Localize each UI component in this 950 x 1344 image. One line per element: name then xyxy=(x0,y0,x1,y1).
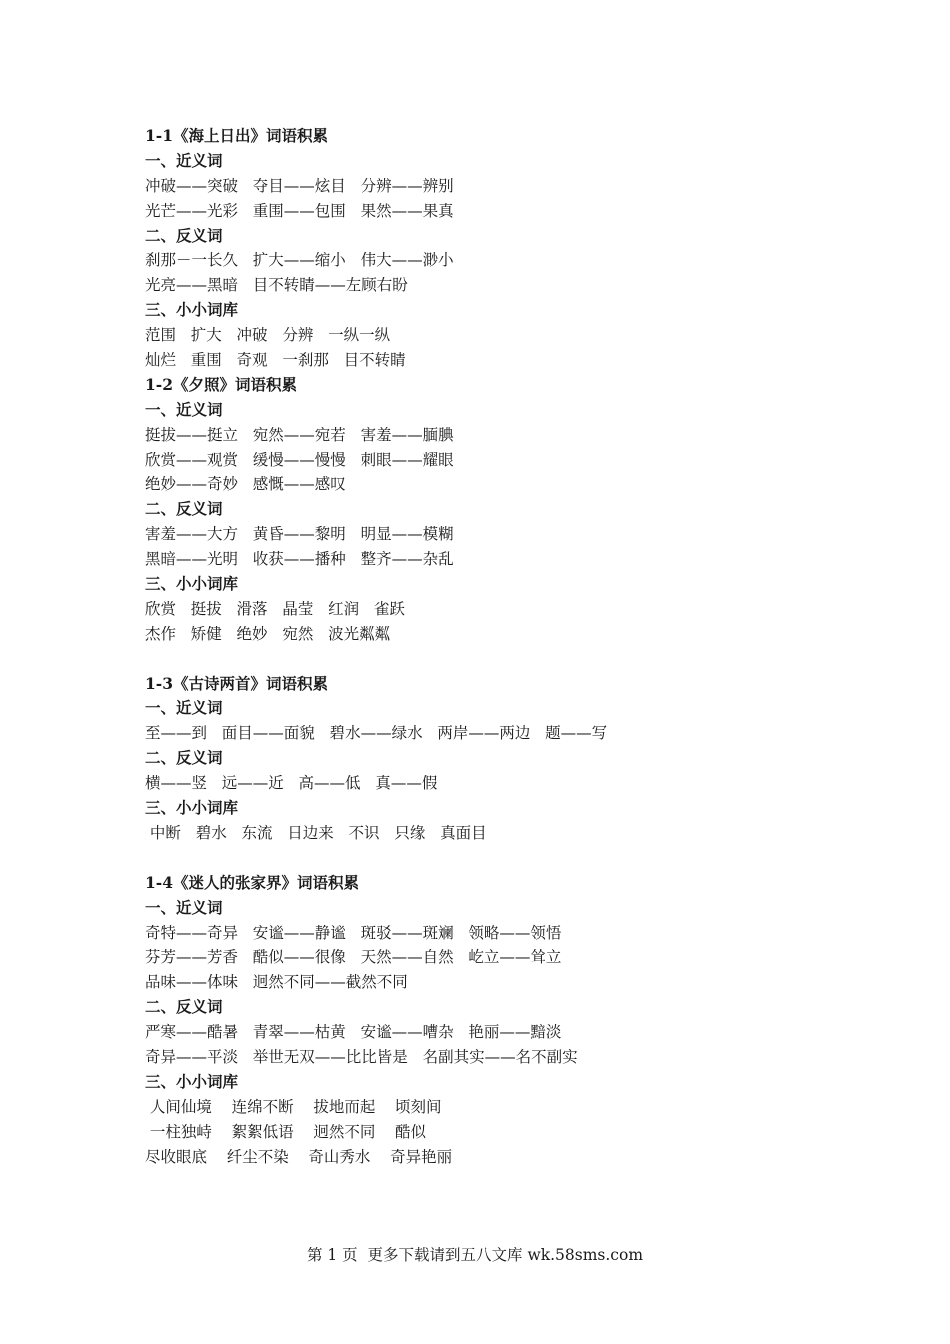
synonym-line: 欣赏——观赏 缓慢——慢慢 刺眼——耀眼 xyxy=(145,450,454,469)
synonym-line: 奇特——奇异 安谧——静谧 斑驳——斑斓 领略——领悟 xyxy=(145,923,562,942)
blank-line xyxy=(145,647,825,672)
synonym-line: 品味——体味 迥然不同——截然不同 xyxy=(145,973,408,992)
word-bank-line: 尽收眼底 纤尘不染 奇山秀水 奇异艳丽 xyxy=(145,1147,453,1166)
word-bank-line: 欣赏 挺拔 滑落 晶莹 红润 雀跃 xyxy=(145,599,405,618)
antonym-line: 害羞——大方 黄昏——黎明 明显——模糊 xyxy=(145,525,454,544)
synonym-line: 光芒——光彩 重围——包围 果然——果真 xyxy=(145,201,454,220)
antonym-line: 奇异——平淡 举世无双——比比皆是 名副其实——名不副实 xyxy=(145,1047,578,1066)
word-bank-line: 一柱独峙 絮絮低语 迥然不同 酷似 xyxy=(145,1122,427,1141)
word-bank-heading: 三、小小词库 xyxy=(145,1071,239,1091)
section-title: 1-2《夕照》词语积累 xyxy=(145,374,298,394)
blank-line xyxy=(145,846,825,871)
word-bank-line: 人间仙境 连绵不断 拔地而起 顷刻间 xyxy=(145,1097,442,1116)
synonyms-heading: 一、近义词 xyxy=(145,150,223,170)
synonyms-heading: 一、近义词 xyxy=(145,399,223,419)
word-bank-heading: 三、小小词库 xyxy=(145,798,239,818)
synonym-line: 冲破——突破 夺目——炫目 分辨——辨别 xyxy=(145,176,454,195)
word-bank-line: 中断 碧水 东流 日边来 不识 只缘 真面目 xyxy=(145,823,487,842)
antonyms-heading: 二、反义词 xyxy=(145,997,223,1017)
synonyms-heading: 一、近义词 xyxy=(145,698,223,718)
antonyms-heading: 二、反义词 xyxy=(145,748,223,768)
word-bank-heading: 三、小小词库 xyxy=(145,300,239,320)
word-bank-line: 杰作 矫健 绝妙 宛然 波光粼粼 xyxy=(145,624,391,643)
synonyms-heading: 一、近义词 xyxy=(145,897,223,917)
section-title: 1-3《古诗两首》词语积累 xyxy=(145,673,329,693)
section-title: 1-1《海上日出》词语积累 xyxy=(145,126,329,145)
document-body xyxy=(145,124,825,1169)
word-bank-heading: 三、小小词库 xyxy=(145,574,239,594)
antonym-line: 刹那－一长久 扩大——缩小 伟大——渺小 xyxy=(145,251,454,270)
antonym-line: 光亮——黑暗 目不转睛——左顾右盼 xyxy=(145,276,408,295)
synonym-line: 芬芳——芳香 酷似——很像 天然——自然 屹立——耸立 xyxy=(145,948,562,967)
antonym-line: 严寒——酷暑 青翠——枯黄 安谧——嘈杂 艳丽——黯淡 xyxy=(145,1023,562,1042)
antonym-line: 黑暗——光明 收获——播种 整齐——杂乱 xyxy=(145,550,454,569)
page-footer: 第 1 页 更多下载请到五八文库 wk.58sms.com xyxy=(306,1246,644,1264)
antonym-line: 横——竖 远——近 高——低 真——假 xyxy=(145,774,438,793)
synonym-line: 挺拔——挺立 宛然——宛若 害羞——腼腆 xyxy=(145,425,454,444)
word-bank-line: 范围 扩大 冲破 分辨 一纵一纵 xyxy=(145,326,391,345)
section-title: 1-4《迷人的张家界》词语积累 xyxy=(145,872,360,892)
synonym-line: 至——到 面目——面貌 碧水——绿水 两岸——两边 题——写 xyxy=(145,724,608,743)
antonyms-heading: 二、反义词 xyxy=(145,499,223,519)
antonyms-heading: 二、反义词 xyxy=(145,225,223,245)
word-bank-line: 灿烂 重围 奇观 一刹那 目不转睛 xyxy=(145,351,406,370)
synonym-line: 绝妙——奇妙 感慨——感叹 xyxy=(145,475,346,494)
